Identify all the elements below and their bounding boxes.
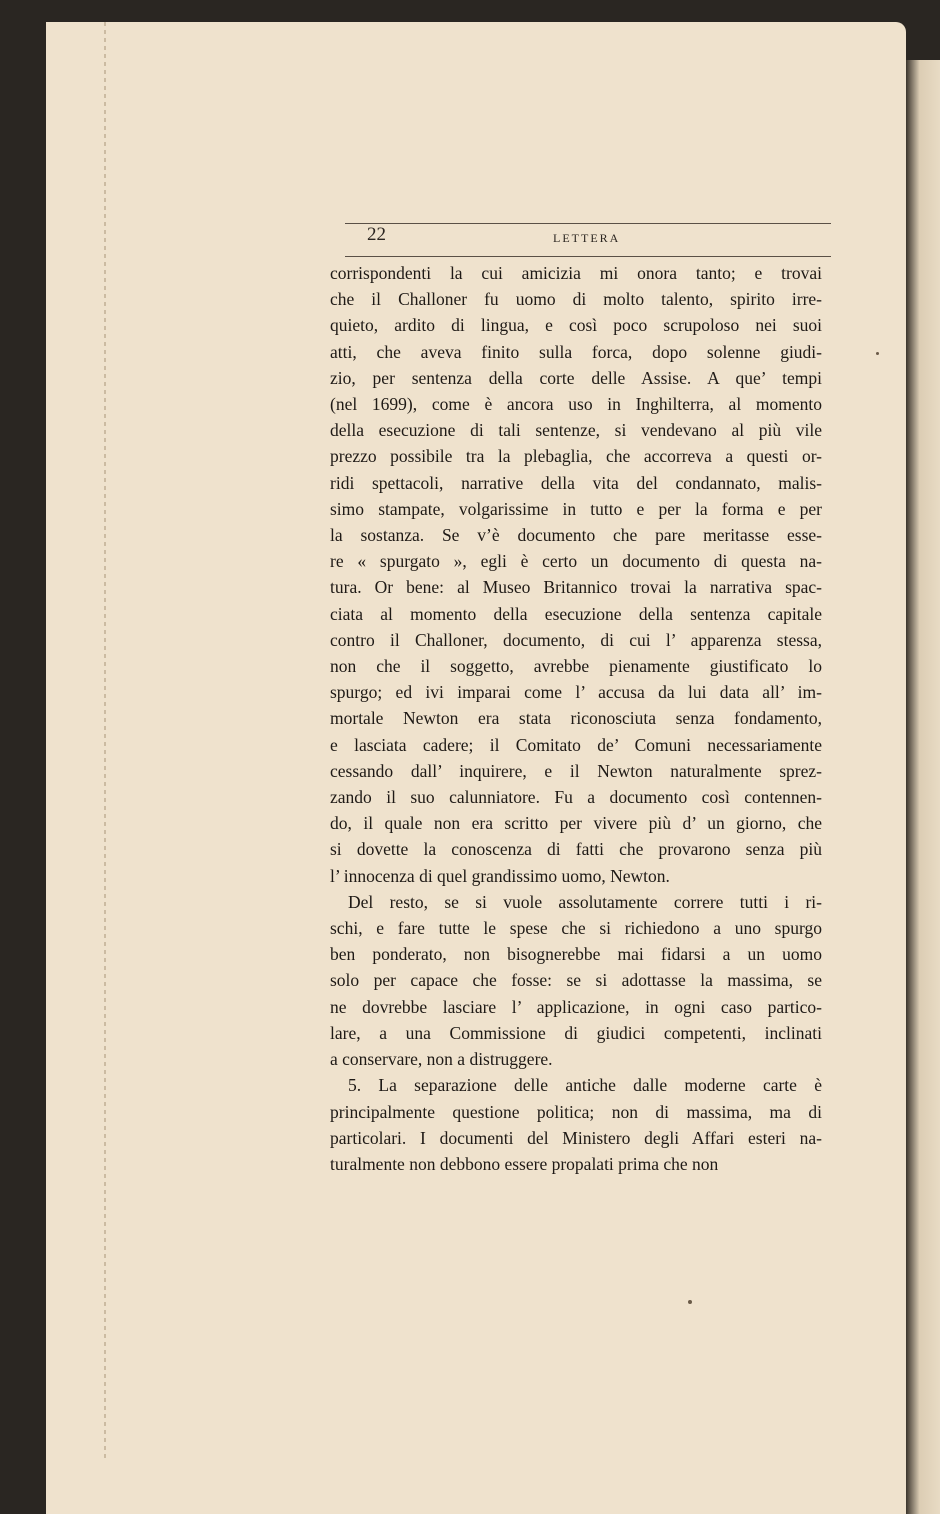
text-line: contro il Challoner, documento, di cui l’ apparenza stessa,: [330, 629, 822, 650]
text-line: quieto, ardito di lingua, e così poco scrupoloso nei suoi: [330, 315, 822, 336]
text-line: tura. Or bene: al Museo Britannico trovai la narrativa spac-: [330, 577, 822, 598]
text-line: ne dovrebbe lasciare l’ applicazione, in ogni caso partico-: [330, 996, 822, 1017]
page-header: [345, 224, 831, 254]
body-text: [330, 260, 822, 1177]
text-line: Del resto, se si vuole assolutamente correre tutti i ri-: [348, 891, 822, 912]
text-line: zio, per sentenza della corte delle Assise. A que’ tempi: [330, 367, 822, 388]
text-line: zando il suo calunniatore. Fu a documento così contennen-: [330, 787, 822, 808]
text-line: ben ponderato, non bisognerebbe mai fidarsi a un uomo: [330, 944, 822, 965]
text-line: re « spurgato », egli è certo un documento di questa na-: [330, 551, 822, 572]
binding-stitch: [104, 22, 106, 1462]
text-line: ciata al momento della esecuzione della sentenza capitale: [330, 603, 822, 624]
text-line: schi, e fare tutte le spese che si richiedono a uno spurgo: [330, 918, 822, 939]
text-line: la sostanza. Se v’è documento che pare meritasse esse-: [330, 525, 822, 546]
header-rule-bottom: [345, 256, 831, 257]
text-line: corrispondenti la cui amicizia mi onora tanto; e trovai: [330, 263, 822, 283]
text-line: cessando dall’ inquirere, e il Newton naturalmente sprez-: [330, 760, 822, 781]
text-line: atti, che aveva finito sulla forca, dopo solenne giudi-: [330, 341, 822, 362]
page-number: 22: [367, 224, 386, 245]
text-line: e lasciata cadere; il Comitato de’ Comuni necessariamente: [330, 734, 822, 755]
text-line: che il Challoner fu uomo di molto talento, spirito irre-: [330, 289, 822, 310]
running-head: LETTERA: [553, 231, 621, 245]
text-line: particolari. I documenti del Ministero degli Affari esteri na-: [330, 1127, 822, 1148]
text-line: lare, a una Commissione di giudici competenti, inclinati: [330, 1022, 822, 1043]
text-line: solo per capace che fosse: se si adottasse la massima, se: [330, 970, 822, 991]
text-line: (nel 1699), come è ancora uso in Inghilterra, al momento: [330, 394, 822, 415]
text-line: ridi spettacoli, narrative della vita del condannato, malis-: [330, 472, 822, 493]
text-line: l’ innocenza di quel grandissimo uomo, Newton.: [330, 865, 670, 886]
text-line: si dovette la conoscenza di fatti che provarono senza più: [330, 839, 822, 860]
next-page-edge: [906, 60, 940, 1514]
text-line: 5. La separazione delle antiche dalle moderne carte è: [348, 1075, 822, 1096]
text-line: do, il quale non era scritto per vivere più d’ un giorno, che: [330, 813, 822, 834]
text-line: simo stampate, volgarissime in tutto e per la forma e per: [330, 498, 822, 519]
text-line: non che il soggetto, avrebbe pienamente giustificato lo: [330, 656, 822, 677]
paper-speck: [876, 352, 879, 355]
paragraph: [330, 260, 822, 889]
paper-speck: [688, 1300, 692, 1304]
text-line: della esecuzione di tali sentenze, si vendevano al più vile: [330, 420, 822, 441]
text-line: mortale Newton era stata riconosciuta senza fondamento,: [330, 708, 822, 729]
text-line: spurgo; ed ivi imparai come l’ accusa da lui data all’ im-: [330, 682, 822, 703]
text-line: a conservare, non a distruggere.: [330, 1049, 553, 1070]
text-line: principalmente questione politica; non di massima, ma di: [330, 1101, 822, 1122]
paragraph: [330, 889, 822, 1072]
paragraph: [330, 1072, 822, 1177]
text-line: turalmente non debbono essere propalati prima che non: [330, 1153, 719, 1174]
text-line: prezzo possibile tra la plebaglia, che accorreva a questi or-: [330, 446, 822, 467]
